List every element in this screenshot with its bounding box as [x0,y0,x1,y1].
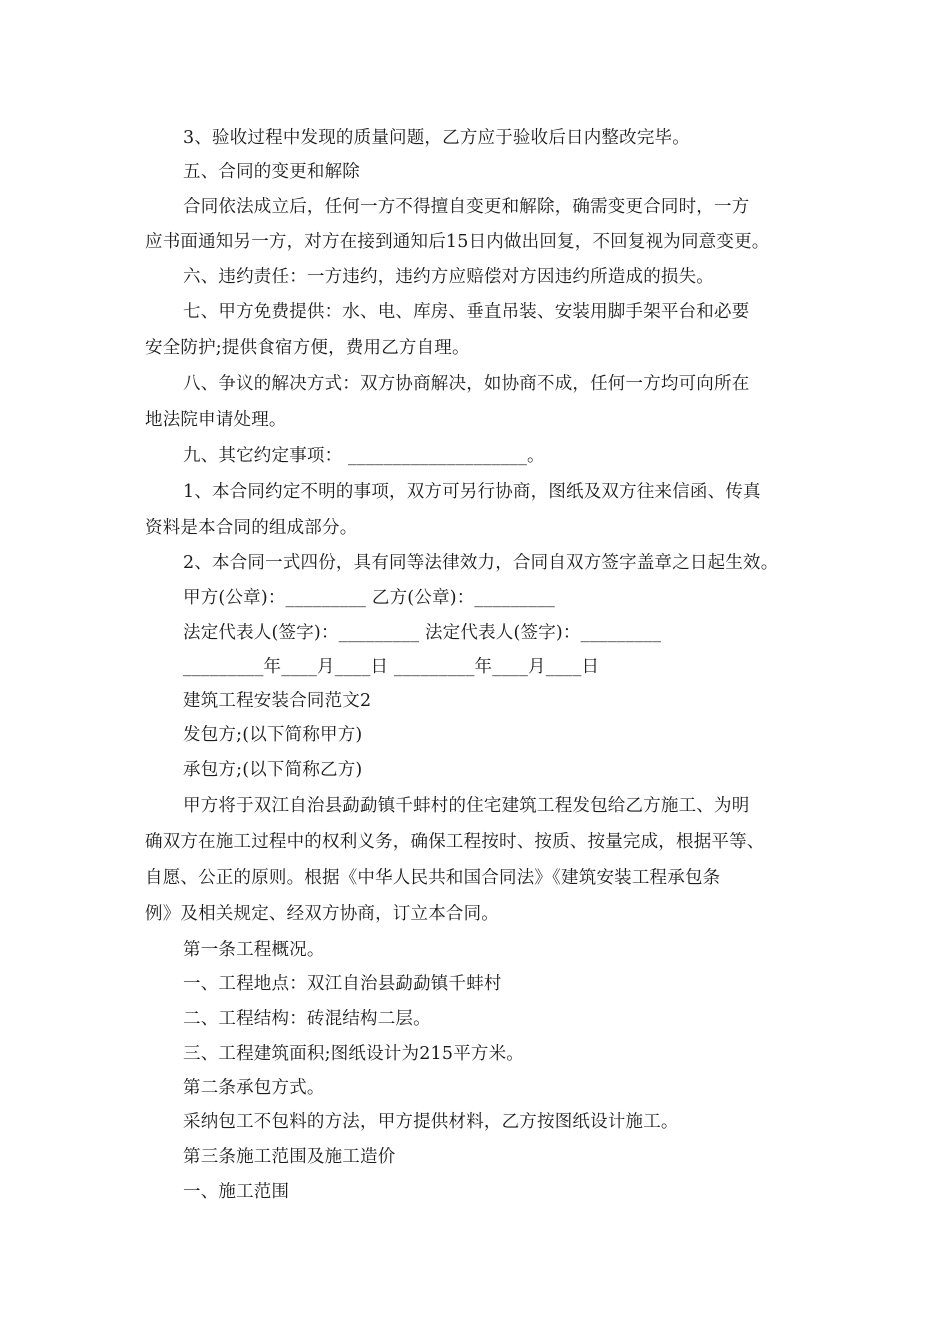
text-line-6: 七、甲方免费提供：水、电、库房、垂直吊装、安装用脚手架平台和必要 [183,302,750,322]
text-line-28: 第二条承包方式。 [183,1078,325,1098]
text-line-14: 甲方(公章)：_________ 乙方(公章)：_________ [183,588,555,608]
text-line-29: 采纳包工不包料的方法，甲方提供材料，乙方按图纸设计施工。 [183,1112,679,1132]
text-line-10: 九、其它约定事项： ____________________。 [183,446,545,466]
text-line-18: 发包方;(以下简称甲方) [183,725,363,745]
text-line-11: 1、本合同约定不明的事项，双方可另行协商，图纸及双方往来信函、传真 [183,482,761,502]
text-line-31: 一、施工范围 [183,1182,290,1202]
text-line-15: 法定代表人(签字)：_________ 法定代表人(签字)：_________ [183,623,662,643]
text-line-1: 3、验收过程中发现的质量问题，乙方应于验收后日内整改完毕。 [183,128,690,148]
text-line-23: 例》及相关规定、经双方协商，订立本合同。 [145,904,499,924]
text-line-13: 2、本合同一式四份，具有同等法律效力，合同自双方签字盖章之日起生效。 [183,553,779,573]
text-line-24: 第一条工程概况。 [183,940,325,960]
text-line-8: 八、争议的解决方式：双方协商解决，如协商不成，任何一方均可向所在 [183,374,750,394]
text-line-12: 资料是本合同的组成部分。 [145,518,358,538]
text-line-27: 三、工程建筑面积;图纸设计为215平方米。 [183,1044,524,1064]
text-line-21: 确双方在施工过程中的权利义务，确保工程按时、按质、按量完成，根据平等、 [145,832,765,852]
text-line-16: _________年____月____日 _________年____月____日 [183,657,600,677]
text-line-25: 一、工程地点：双江自治县勐勐镇千蚌村 [183,974,502,994]
text-line-4: 应书面通知另一方，对方在接到通知后15日内做出回复，不回复视为同意变更。 [145,232,770,252]
text-line-22: 自愿、公正的原则。根据《中华人民共和国合同法》《建筑安装工程承包条 [145,868,721,888]
text-line-3: 合同依法成立后，任何一方不得擅自变更和解除，确需变更合同时，一方 [183,197,750,217]
text-line-19: 承包方;(以下简称乙方) [183,760,363,780]
text-line-17: 建筑工程安装合同范文2 [183,691,372,711]
text-line-30: 第三条施工范围及施工造价 [183,1147,396,1167]
text-line-5: 六、违约责任：一方违约，违约方应赔偿对方因违约所造成的损失。 [183,267,714,287]
text-line-9: 地法院申请处理。 [145,410,287,430]
text-line-2: 五、合同的变更和解除 [183,162,360,182]
text-line-20: 甲方将于双江自治县勐勐镇千蚌村的住宅建筑工程发包给乙方施工、为明 [183,796,750,816]
text-line-7: 安全防护;提供食宿方便，费用乙方自理。 [145,338,470,358]
text-line-26: 二、工程结构：砖混结构二层。 [183,1009,431,1029]
